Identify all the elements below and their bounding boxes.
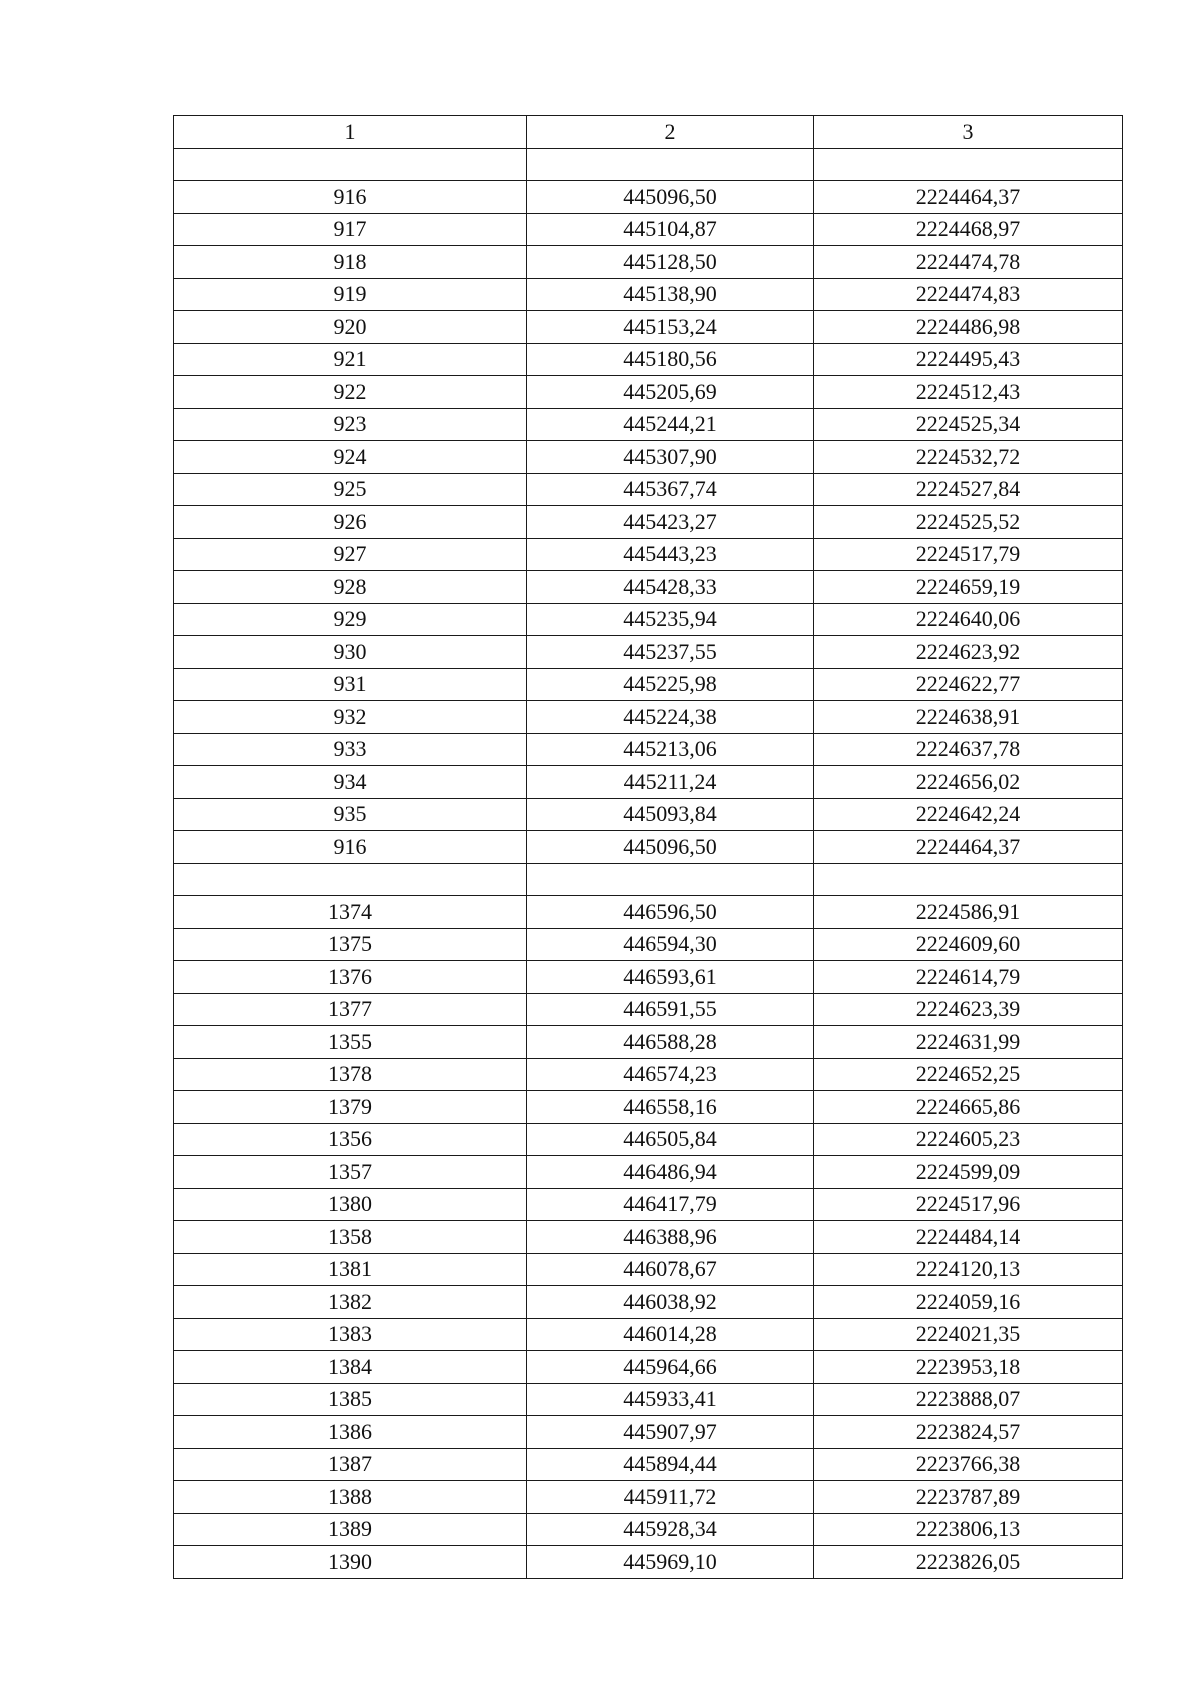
y-coordinate-cell: 2224637,78 [814, 733, 1123, 766]
table-row [174, 863, 1123, 896]
y-coordinate-cell: 2224622,77 [814, 668, 1123, 701]
header-row [174, 116, 1123, 149]
point-number-cell: 1375 [174, 928, 527, 961]
point-number-cell: 1376 [174, 961, 527, 994]
x-coordinate-cell: 445235,94 [527, 603, 814, 636]
header-cell-x: 2 [527, 116, 814, 149]
table-row [174, 213, 1123, 246]
point-number-cell: 1377 [174, 993, 527, 1026]
table-row [174, 278, 1123, 311]
point-number-cell: 1390 [174, 1546, 527, 1579]
x-coordinate-cell: 446593,61 [527, 961, 814, 994]
x-coordinate-cell: 445138,90 [527, 278, 814, 311]
x-coordinate-cell: 445180,56 [527, 343, 814, 376]
y-coordinate-cell: 2223888,07 [814, 1383, 1123, 1416]
point-number-cell: 1387 [174, 1448, 527, 1481]
point-number-cell: 931 [174, 668, 527, 701]
y-coordinate-cell: 2224484,14 [814, 1221, 1123, 1254]
point-number-cell [174, 148, 527, 181]
y-coordinate-cell: 2224059,16 [814, 1286, 1123, 1319]
point-number-cell: 921 [174, 343, 527, 376]
x-coordinate-cell: 445969,10 [527, 1546, 814, 1579]
point-number-cell: 1383 [174, 1318, 527, 1351]
table-row [174, 1026, 1123, 1059]
x-coordinate-cell [527, 148, 814, 181]
x-coordinate-cell: 445213,06 [527, 733, 814, 766]
y-coordinate-cell: 2224517,96 [814, 1188, 1123, 1221]
coordinates-table-body [174, 116, 1123, 1579]
table-row [174, 1188, 1123, 1221]
y-coordinate-cell: 2224638,91 [814, 701, 1123, 734]
x-coordinate-cell: 445211,24 [527, 766, 814, 799]
x-coordinate-cell: 445428,33 [527, 571, 814, 604]
y-coordinate-cell: 2223787,89 [814, 1481, 1123, 1514]
x-coordinate-cell [527, 863, 814, 896]
point-number-cell: 1355 [174, 1026, 527, 1059]
x-coordinate-cell: 445423,27 [527, 506, 814, 539]
coordinates-table [173, 115, 1123, 1579]
table-row [174, 993, 1123, 1026]
y-coordinate-cell: 2224525,34 [814, 408, 1123, 441]
table-row [174, 1286, 1123, 1319]
x-coordinate-cell: 446591,55 [527, 993, 814, 1026]
point-number-cell: 916 [174, 831, 527, 864]
y-coordinate-cell: 2224640,06 [814, 603, 1123, 636]
point-number-cell: 932 [174, 701, 527, 734]
y-coordinate-cell: 2224609,60 [814, 928, 1123, 961]
y-coordinate-cell: 2224021,35 [814, 1318, 1123, 1351]
y-coordinate-cell: 2223953,18 [814, 1351, 1123, 1384]
table-row [174, 798, 1123, 831]
x-coordinate-cell: 445244,21 [527, 408, 814, 441]
point-number-cell: 930 [174, 636, 527, 669]
table-row [174, 766, 1123, 799]
table-row [174, 928, 1123, 961]
y-coordinate-cell: 2224631,99 [814, 1026, 1123, 1059]
y-coordinate-cell: 2224486,98 [814, 311, 1123, 344]
x-coordinate-cell: 446078,67 [527, 1253, 814, 1286]
y-coordinate-cell: 2224532,72 [814, 441, 1123, 474]
y-coordinate-cell: 2224525,52 [814, 506, 1123, 539]
y-coordinate-cell: 2224623,39 [814, 993, 1123, 1026]
x-coordinate-cell: 445307,90 [527, 441, 814, 474]
point-number-cell: 918 [174, 246, 527, 279]
x-coordinate-cell: 446038,92 [527, 1286, 814, 1319]
y-coordinate-cell: 2223806,13 [814, 1513, 1123, 1546]
point-number-cell: 929 [174, 603, 527, 636]
y-coordinate-cell: 2224474,83 [814, 278, 1123, 311]
point-number-cell: 927 [174, 538, 527, 571]
x-coordinate-cell: 445443,23 [527, 538, 814, 571]
x-coordinate-cell: 445096,50 [527, 181, 814, 214]
table-row [174, 246, 1123, 279]
x-coordinate-cell: 445205,69 [527, 376, 814, 409]
table-row [174, 896, 1123, 929]
table-row [174, 1221, 1123, 1254]
table-row [174, 636, 1123, 669]
point-number-cell: 1379 [174, 1091, 527, 1124]
table-row [174, 701, 1123, 734]
y-coordinate-cell: 2224527,84 [814, 473, 1123, 506]
point-number-cell: 925 [174, 473, 527, 506]
y-coordinate-cell: 2224120,13 [814, 1253, 1123, 1286]
y-coordinate-cell: 2224659,19 [814, 571, 1123, 604]
y-coordinate-cell [814, 148, 1123, 181]
x-coordinate-cell: 445128,50 [527, 246, 814, 279]
table-row [174, 1513, 1123, 1546]
point-number-cell: 1378 [174, 1058, 527, 1091]
point-number-cell: 922 [174, 376, 527, 409]
table-row [174, 961, 1123, 994]
y-coordinate-cell: 2224517,79 [814, 538, 1123, 571]
point-number-cell: 924 [174, 441, 527, 474]
table-row [174, 376, 1123, 409]
table-row [174, 506, 1123, 539]
point-number-cell: 1385 [174, 1383, 527, 1416]
table-row [174, 473, 1123, 506]
point-number-cell [174, 863, 527, 896]
x-coordinate-cell: 445093,84 [527, 798, 814, 831]
x-coordinate-cell: 446596,50 [527, 896, 814, 929]
x-coordinate-cell: 446588,28 [527, 1026, 814, 1059]
y-coordinate-cell: 2223766,38 [814, 1448, 1123, 1481]
x-coordinate-cell: 446388,96 [527, 1221, 814, 1254]
x-coordinate-cell: 445933,41 [527, 1383, 814, 1416]
y-coordinate-cell: 2224599,09 [814, 1156, 1123, 1189]
y-coordinate-cell: 2224614,79 [814, 961, 1123, 994]
point-number-cell: 917 [174, 213, 527, 246]
table-row [174, 733, 1123, 766]
x-coordinate-cell: 445104,87 [527, 213, 814, 246]
point-number-cell: 1357 [174, 1156, 527, 1189]
x-coordinate-cell: 446558,16 [527, 1091, 814, 1124]
header-cell-point: 1 [174, 116, 527, 149]
point-number-cell: 926 [174, 506, 527, 539]
table-row [174, 1351, 1123, 1384]
x-coordinate-cell: 445225,98 [527, 668, 814, 701]
x-coordinate-cell: 446417,79 [527, 1188, 814, 1221]
point-number-cell: 1389 [174, 1513, 527, 1546]
x-coordinate-cell: 446486,94 [527, 1156, 814, 1189]
x-coordinate-cell: 445911,72 [527, 1481, 814, 1514]
header-cell-y: 3 [814, 116, 1123, 149]
x-coordinate-cell: 445096,50 [527, 831, 814, 864]
x-coordinate-cell: 446505,84 [527, 1123, 814, 1156]
x-coordinate-cell: 445894,44 [527, 1448, 814, 1481]
point-number-cell: 1356 [174, 1123, 527, 1156]
x-coordinate-cell: 446014,28 [527, 1318, 814, 1351]
y-coordinate-cell: 2224464,37 [814, 181, 1123, 214]
table-row [174, 1318, 1123, 1351]
table-row [174, 571, 1123, 604]
x-coordinate-cell: 445224,38 [527, 701, 814, 734]
table-row [174, 1416, 1123, 1449]
table-row [174, 1156, 1123, 1189]
table-row [174, 408, 1123, 441]
table-row [174, 1058, 1123, 1091]
y-coordinate-cell: 2224586,91 [814, 896, 1123, 929]
table-row [174, 1448, 1123, 1481]
point-number-cell: 1384 [174, 1351, 527, 1384]
point-number-cell: 919 [174, 278, 527, 311]
point-number-cell: 928 [174, 571, 527, 604]
y-coordinate-cell: 2224495,43 [814, 343, 1123, 376]
table-row [174, 1546, 1123, 1579]
y-coordinate-cell: 2224656,02 [814, 766, 1123, 799]
table-row [174, 311, 1123, 344]
y-coordinate-cell: 2224605,23 [814, 1123, 1123, 1156]
x-coordinate-cell: 445964,66 [527, 1351, 814, 1384]
table-row [174, 1481, 1123, 1514]
x-coordinate-cell: 445367,74 [527, 473, 814, 506]
point-number-cell: 1381 [174, 1253, 527, 1286]
point-number-cell: 935 [174, 798, 527, 831]
y-coordinate-cell: 2224468,97 [814, 213, 1123, 246]
x-coordinate-cell: 445237,55 [527, 636, 814, 669]
point-number-cell: 1374 [174, 896, 527, 929]
y-coordinate-cell: 2224665,86 [814, 1091, 1123, 1124]
y-coordinate-cell: 2223824,57 [814, 1416, 1123, 1449]
y-coordinate-cell: 2224512,43 [814, 376, 1123, 409]
x-coordinate-cell: 445928,34 [527, 1513, 814, 1546]
point-number-cell: 920 [174, 311, 527, 344]
y-coordinate-cell: 2224652,25 [814, 1058, 1123, 1091]
point-number-cell: 1382 [174, 1286, 527, 1319]
table-row [174, 1253, 1123, 1286]
table-row [174, 148, 1123, 181]
table-row [174, 343, 1123, 376]
table-row [174, 1383, 1123, 1416]
y-coordinate-cell: 2223826,05 [814, 1546, 1123, 1579]
point-number-cell: 1380 [174, 1188, 527, 1221]
point-number-cell: 923 [174, 408, 527, 441]
y-coordinate-cell: 2224642,24 [814, 798, 1123, 831]
y-coordinate-cell: 2224623,92 [814, 636, 1123, 669]
point-number-cell: 1386 [174, 1416, 527, 1449]
point-number-cell: 934 [174, 766, 527, 799]
y-coordinate-cell: 2224464,37 [814, 831, 1123, 864]
x-coordinate-cell: 445153,24 [527, 311, 814, 344]
point-number-cell: 1358 [174, 1221, 527, 1254]
point-number-cell: 1388 [174, 1481, 527, 1514]
table-row [174, 831, 1123, 864]
x-coordinate-cell: 446574,23 [527, 1058, 814, 1091]
table-row [174, 603, 1123, 636]
point-number-cell: 933 [174, 733, 527, 766]
table-row [174, 538, 1123, 571]
point-number-cell: 916 [174, 181, 527, 214]
table-row [174, 1091, 1123, 1124]
table-row [174, 1123, 1123, 1156]
table-row [174, 668, 1123, 701]
table-row [174, 181, 1123, 214]
y-coordinate-cell [814, 863, 1123, 896]
table-row [174, 441, 1123, 474]
x-coordinate-cell: 446594,30 [527, 928, 814, 961]
x-coordinate-cell: 445907,97 [527, 1416, 814, 1449]
y-coordinate-cell: 2224474,78 [814, 246, 1123, 279]
